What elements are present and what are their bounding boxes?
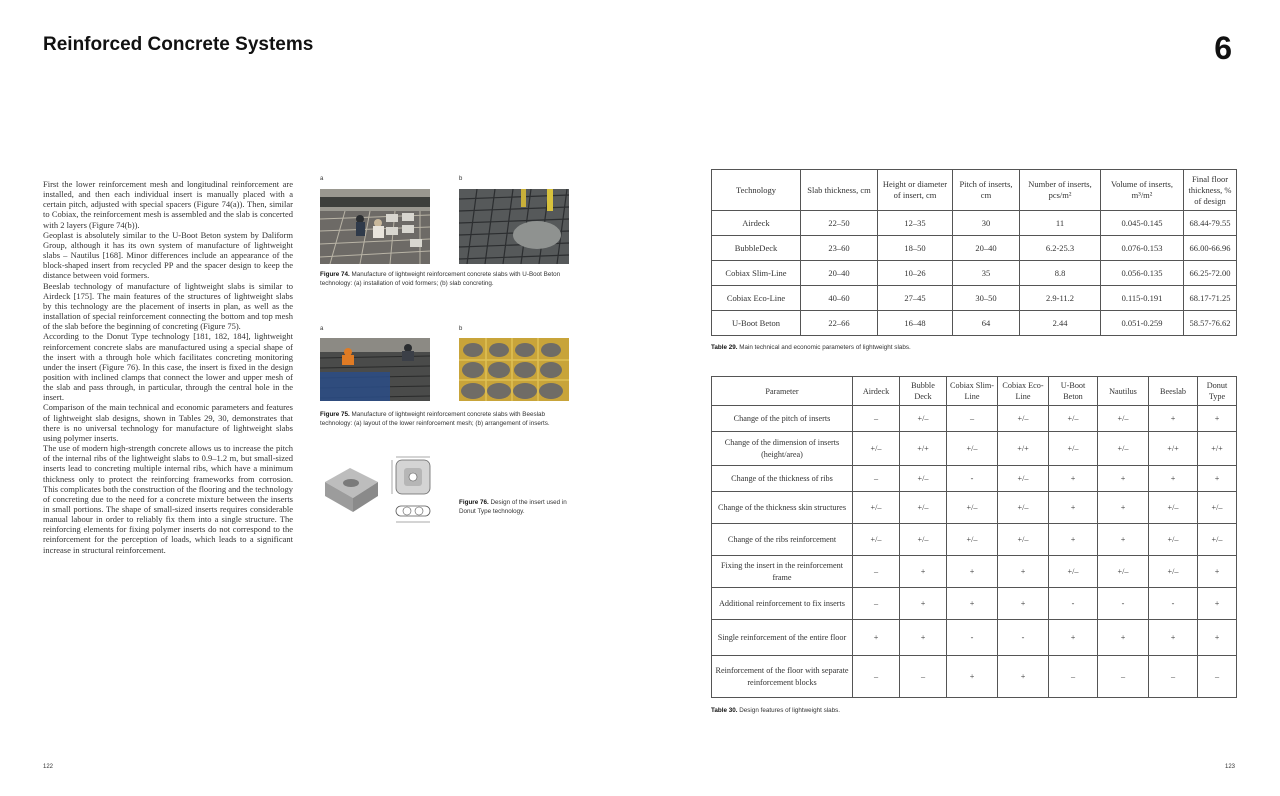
table-cell: +/– bbox=[998, 492, 1049, 524]
table-row bbox=[712, 620, 1237, 656]
table-30-caption-text: Design features of lightweight slabs. bbox=[739, 707, 841, 714]
table-cell: +/– bbox=[1049, 432, 1098, 466]
table-cell: – bbox=[1198, 656, 1237, 698]
table-row bbox=[712, 524, 1237, 556]
table-cell: +/– bbox=[1098, 406, 1149, 432]
table-cell: Change of the ribs reinforcement bbox=[712, 524, 853, 556]
table-header-cell: Beeslab bbox=[1149, 377, 1198, 406]
figure-75-caption-text: Manufacture of lightweight reinforcement concrete slabs with Beeslab technology: (a) layout of the lower reinforcement mesh; (b) arrangement of inserts. bbox=[320, 411, 550, 427]
figure-75-caption-title: Figure 75. bbox=[320, 411, 350, 418]
table-cell: 18–50 bbox=[878, 236, 953, 261]
table-cell: + bbox=[1049, 492, 1098, 524]
table-cell: +/– bbox=[1149, 492, 1198, 524]
body-paragraph: Geoplast is absolutely similar to the U-Boot Beton system by Daliform Group, although it has its own system of manufacture of lightweight slabs – Nautilus [168]. Minor differences include an appearance of the block-shaped insert from recycled PP and the spacer design to keep the distance between void formers. bbox=[43, 229, 293, 281]
body-paragraph: First the lower reinforcement mesh and longitudinal reinforcement are installed, and then each individual insert is manually placed with a certain pitch, adjusted with special spacers (Figure 74(a)). Then, similar to Cobiax, the reinforcement mesh is assembled and the slab is concerted with 2 layers (Figure 74(b)). bbox=[43, 179, 293, 230]
table-cell: + bbox=[900, 620, 947, 656]
table-cell: + bbox=[1198, 466, 1237, 492]
table-cell: +/– bbox=[853, 432, 900, 466]
table-cell: 20–40 bbox=[801, 261, 878, 286]
table-cell: + bbox=[1098, 466, 1149, 492]
table-header-cell: Donut Type bbox=[1198, 377, 1237, 406]
table-cell: – bbox=[1049, 656, 1098, 698]
table-header-row bbox=[712, 377, 1237, 406]
table-cell: 16–48 bbox=[878, 311, 953, 336]
table-header-cell: Parameter bbox=[712, 377, 853, 406]
table-cell: 35 bbox=[953, 261, 1020, 286]
table-cell: +/+ bbox=[1149, 432, 1198, 466]
table-row bbox=[712, 406, 1237, 432]
table-cell: – bbox=[853, 466, 900, 492]
void-formers-installation-image bbox=[320, 189, 430, 264]
table-header-cell: Number of inserts, pcs/m² bbox=[1020, 170, 1101, 211]
table-cell: 68.44-79.55 bbox=[1184, 211, 1237, 236]
table-cell: 0.045-0.145 bbox=[1101, 211, 1184, 236]
table-row bbox=[712, 466, 1237, 492]
table-cell: +/+ bbox=[900, 432, 947, 466]
table-cell: Airdeck bbox=[712, 211, 801, 236]
table-cell: - bbox=[947, 466, 998, 492]
table-cell: + bbox=[1049, 466, 1098, 492]
table-cell: + bbox=[998, 556, 1049, 588]
table-cell: – bbox=[947, 406, 998, 432]
body-text bbox=[43, 179, 293, 555]
figure-76-caption-title: Figure 76. bbox=[459, 499, 489, 506]
figure-76-drawing bbox=[320, 456, 440, 528]
table-cell: +/+ bbox=[1198, 432, 1237, 466]
chapter-number: 6 bbox=[1214, 30, 1232, 66]
chapter-title: Reinforced Concrete Systems bbox=[43, 34, 314, 55]
body-paragraph: According to the Donut Type technology [181, 182, 184], lightweight reinforcement concrete slabs are manufactured using a special shape of the insert with a through hole which facilitates concreting monitoring under the insert (Figure 76). In this case, the insert is fixed in the design position with inclined clamps that connect the lower and upper mesh of the slab and pass through, in particular, through the central hole in the insert. bbox=[43, 331, 293, 403]
table-header-cell: Bubble Deck bbox=[900, 377, 947, 406]
table-cell: +/– bbox=[1198, 524, 1237, 556]
table-cell: + bbox=[1198, 620, 1237, 656]
table-cell: +/– bbox=[998, 406, 1049, 432]
body-paragraph: Comparison of the main technical and economic parameters and features of lightweight slab designs, shown in Tables 29, 30, demonstrates that there is no universal technology for manufacture of lightweight slabs using polymer inserts. bbox=[43, 402, 293, 443]
table-cell: +/– bbox=[1149, 556, 1198, 588]
table-cell: 27–45 bbox=[878, 286, 953, 311]
table-cell: 68.17-71.25 bbox=[1184, 286, 1237, 311]
table-29-caption bbox=[711, 344, 911, 351]
table-cell: 2.44 bbox=[1020, 311, 1101, 336]
table-cell: 8.8 bbox=[1020, 261, 1101, 286]
inserts-arrangement-image bbox=[459, 338, 569, 401]
figure-74-label-a: a bbox=[320, 176, 324, 182]
table-row bbox=[712, 286, 1237, 311]
table-cell: +/– bbox=[1198, 492, 1237, 524]
table-cell: + bbox=[1049, 524, 1098, 556]
table-cell: 6.2-25.3 bbox=[1020, 236, 1101, 261]
table-header-cell: Airdeck bbox=[853, 377, 900, 406]
table-header-cell: Height or diameter of insert, cm bbox=[878, 170, 953, 211]
table-cell: +/– bbox=[947, 492, 998, 524]
table-cell: - bbox=[1149, 588, 1198, 620]
table-header-cell: Final floor thickness, % of design bbox=[1184, 170, 1237, 211]
table-cell: + bbox=[947, 588, 998, 620]
table-30-caption bbox=[711, 707, 840, 714]
table-30-caption-title: Table 30. bbox=[711, 707, 738, 714]
table-header-cell: Volume of inserts, m³/m² bbox=[1101, 170, 1184, 211]
table-cell: BubbleDeck bbox=[712, 236, 801, 261]
table-cell: + bbox=[1149, 406, 1198, 432]
table-cell: Additional reinforcement to fix inserts bbox=[712, 588, 853, 620]
figure-74a-photo bbox=[320, 189, 430, 264]
table-29 bbox=[711, 169, 1237, 336]
figure-74-caption bbox=[320, 271, 570, 288]
table-cell: 66.25-72.00 bbox=[1184, 261, 1237, 286]
table-cell: +/– bbox=[998, 466, 1049, 492]
table-cell: + bbox=[900, 588, 947, 620]
table-cell: 23–60 bbox=[801, 236, 878, 261]
table-cell: 58.57-76.62 bbox=[1184, 311, 1237, 336]
table-cell: 30 bbox=[953, 211, 1020, 236]
figure-75-label-b: b bbox=[459, 326, 463, 332]
figure-74-caption-title: Figure 74. bbox=[320, 271, 350, 278]
table-cell: – bbox=[853, 556, 900, 588]
table-cell: - bbox=[1049, 588, 1098, 620]
table-cell: 0.051-0.259 bbox=[1101, 311, 1184, 336]
table-cell: 10–26 bbox=[878, 261, 953, 286]
table-cell: 22–66 bbox=[801, 311, 878, 336]
table-cell: 0.076-0.153 bbox=[1101, 236, 1184, 261]
table-cell: + bbox=[1198, 588, 1237, 620]
table-cell: +/– bbox=[900, 492, 947, 524]
table-29-caption-text: Main technical and economic parameters of lightweight slabs. bbox=[739, 344, 911, 351]
table-cell: 12–35 bbox=[878, 211, 953, 236]
table-cell: U-Boot Beton bbox=[712, 311, 801, 336]
table-cell: 2.9-11.2 bbox=[1020, 286, 1101, 311]
table-cell: +/+ bbox=[998, 432, 1049, 466]
table-cell: +/– bbox=[1149, 524, 1198, 556]
table-cell: – bbox=[1098, 656, 1149, 698]
table-row bbox=[712, 311, 1237, 336]
table-cell: Single reinforcement of the entire floor bbox=[712, 620, 853, 656]
table-cell: +/– bbox=[1049, 556, 1098, 588]
table-cell: Fixing the insert in the reinforcement frame bbox=[712, 556, 853, 588]
table-cell: + bbox=[900, 556, 947, 588]
table-29-caption-title: Table 29. bbox=[711, 344, 738, 351]
table-cell: 0.056-0.135 bbox=[1101, 261, 1184, 286]
figure-76-caption bbox=[459, 499, 569, 516]
table-cell: 11 bbox=[1020, 211, 1101, 236]
table-cell: + bbox=[1149, 620, 1198, 656]
table-row bbox=[712, 492, 1237, 524]
table-cell: +/– bbox=[998, 524, 1049, 556]
table-cell: 22–50 bbox=[801, 211, 878, 236]
figure-74-caption-text: Manufacture of lightweight reinforcement concrete slabs with U-Boot Beton technology: (a) installation of void formers; (b) slab concreting. bbox=[320, 271, 561, 287]
table-row bbox=[712, 211, 1237, 236]
table-header-cell: Cobiax Slim-Line bbox=[947, 377, 998, 406]
table-cell: + bbox=[1098, 492, 1149, 524]
table-cell: - bbox=[947, 620, 998, 656]
lower-reinforcement-mesh-image bbox=[320, 338, 430, 401]
table-cell: + bbox=[998, 588, 1049, 620]
table-cell: Change of the thickness skin structures bbox=[712, 492, 853, 524]
body-paragraph: The use of modern high-strength concrete allows us to increase the pitch of the internal ribs of the lightweight slabs to 0.9–1.2 m, but small-sized inserts lead to concreting multiple internal ribs, which have a minimum thickness only to protect the reinforcing frameworks from corrosion. This complicates both the construction of the flooring and the technology of concreting due to the need for a concrete mixture between the inserts in small portions. The shape of small-sized inserts requires considerable manual labour in order to reliably fix them into a single structure. The reinforcing elements for fixing polymer inserts do not correspond to the reinforcement for the perception of loads, which leads to a significant increase in structural reinforcement. bbox=[43, 443, 293, 555]
figure-74b-photo bbox=[459, 189, 569, 264]
table-row bbox=[712, 236, 1237, 261]
table-cell: Change of the pitch of inserts bbox=[712, 406, 853, 432]
table-cell: – bbox=[1149, 656, 1198, 698]
table-cell: Reinforcement of the floor with separate reinforcement blocks bbox=[712, 656, 853, 698]
table-cell: + bbox=[1198, 406, 1237, 432]
table-header-cell: Slab thickness, cm bbox=[801, 170, 878, 211]
figure-75-label-a: a bbox=[320, 326, 324, 332]
table-row bbox=[712, 261, 1237, 286]
table-header-cell: Pitch of inserts, cm bbox=[953, 170, 1020, 211]
table-cell: 0.115-0.191 bbox=[1101, 286, 1184, 311]
table-30 bbox=[711, 376, 1237, 698]
table-cell: + bbox=[1049, 620, 1098, 656]
table-row bbox=[712, 588, 1237, 620]
table-cell: + bbox=[1098, 524, 1149, 556]
table-cell: 20–40 bbox=[953, 236, 1020, 261]
table-cell: – bbox=[853, 588, 900, 620]
table-row bbox=[712, 656, 1237, 698]
table-cell: 30–50 bbox=[953, 286, 1020, 311]
table-cell: 64 bbox=[953, 311, 1020, 336]
figure-75-caption bbox=[320, 411, 570, 428]
table-cell: +/– bbox=[900, 406, 947, 432]
table-cell: +/– bbox=[1098, 432, 1149, 466]
table-cell: 66.00-66.96 bbox=[1184, 236, 1237, 261]
table-cell: Change of the thickness of ribs bbox=[712, 466, 853, 492]
figure-75a-photo bbox=[320, 338, 430, 401]
table-cell: +/– bbox=[900, 524, 947, 556]
table-cell: - bbox=[1098, 588, 1149, 620]
table-cell: + bbox=[853, 620, 900, 656]
table-cell: 40–60 bbox=[801, 286, 878, 311]
table-cell: + bbox=[947, 656, 998, 698]
figure-76-caption-text: Design of the insert used in Donut Type technology. bbox=[459, 499, 567, 515]
table-cell: +/– bbox=[900, 466, 947, 492]
table-cell: – bbox=[853, 406, 900, 432]
figure-75b-photo bbox=[459, 338, 569, 401]
left-page-number: 122 bbox=[43, 764, 54, 770]
table-cell: +/– bbox=[853, 492, 900, 524]
right-page-number: 123 bbox=[1224, 764, 1235, 770]
table-header-cell: U-Boot Beton bbox=[1049, 377, 1098, 406]
table-cell: Change of the dimension of inserts (height/area) bbox=[712, 432, 853, 466]
slab-concreting-image bbox=[459, 189, 569, 264]
table-cell: Cobiax Eco-Line bbox=[712, 286, 801, 311]
table-header-row bbox=[712, 170, 1237, 211]
table-header-cell: Technology bbox=[712, 170, 801, 211]
table-cell: +/– bbox=[853, 524, 900, 556]
table-cell: + bbox=[947, 556, 998, 588]
donut-insert-design-image bbox=[320, 456, 440, 528]
table-cell: Cobiax Slim-Line bbox=[712, 261, 801, 286]
table-cell: +/– bbox=[947, 524, 998, 556]
table-cell: + bbox=[1198, 556, 1237, 588]
table-row bbox=[712, 432, 1237, 466]
table-cell: + bbox=[998, 656, 1049, 698]
table-header-cell: Cobiax Eco-Line bbox=[998, 377, 1049, 406]
table-cell: – bbox=[900, 656, 947, 698]
table-cell: – bbox=[853, 656, 900, 698]
table-cell: + bbox=[1149, 466, 1198, 492]
table-header-cell: Nautilus bbox=[1098, 377, 1149, 406]
table-cell: + bbox=[1098, 620, 1149, 656]
figure-74-label-b: b bbox=[459, 176, 463, 182]
table-cell: +/– bbox=[947, 432, 998, 466]
table-cell: - bbox=[998, 620, 1049, 656]
table-row bbox=[712, 556, 1237, 588]
table-cell: +/– bbox=[1098, 556, 1149, 588]
body-paragraph: Beeslab technology of manufacture of lightweight slabs is similar to Airdeck [175]. The main features of the structures of lightweight slabs by this technology are the placement of inserts in plan, as well as the installation of special reinforcement connecting the bottom and top mesh of the slab before the beginning of concreting (Figure 75). bbox=[43, 280, 293, 332]
table-cell: +/– bbox=[1049, 406, 1098, 432]
